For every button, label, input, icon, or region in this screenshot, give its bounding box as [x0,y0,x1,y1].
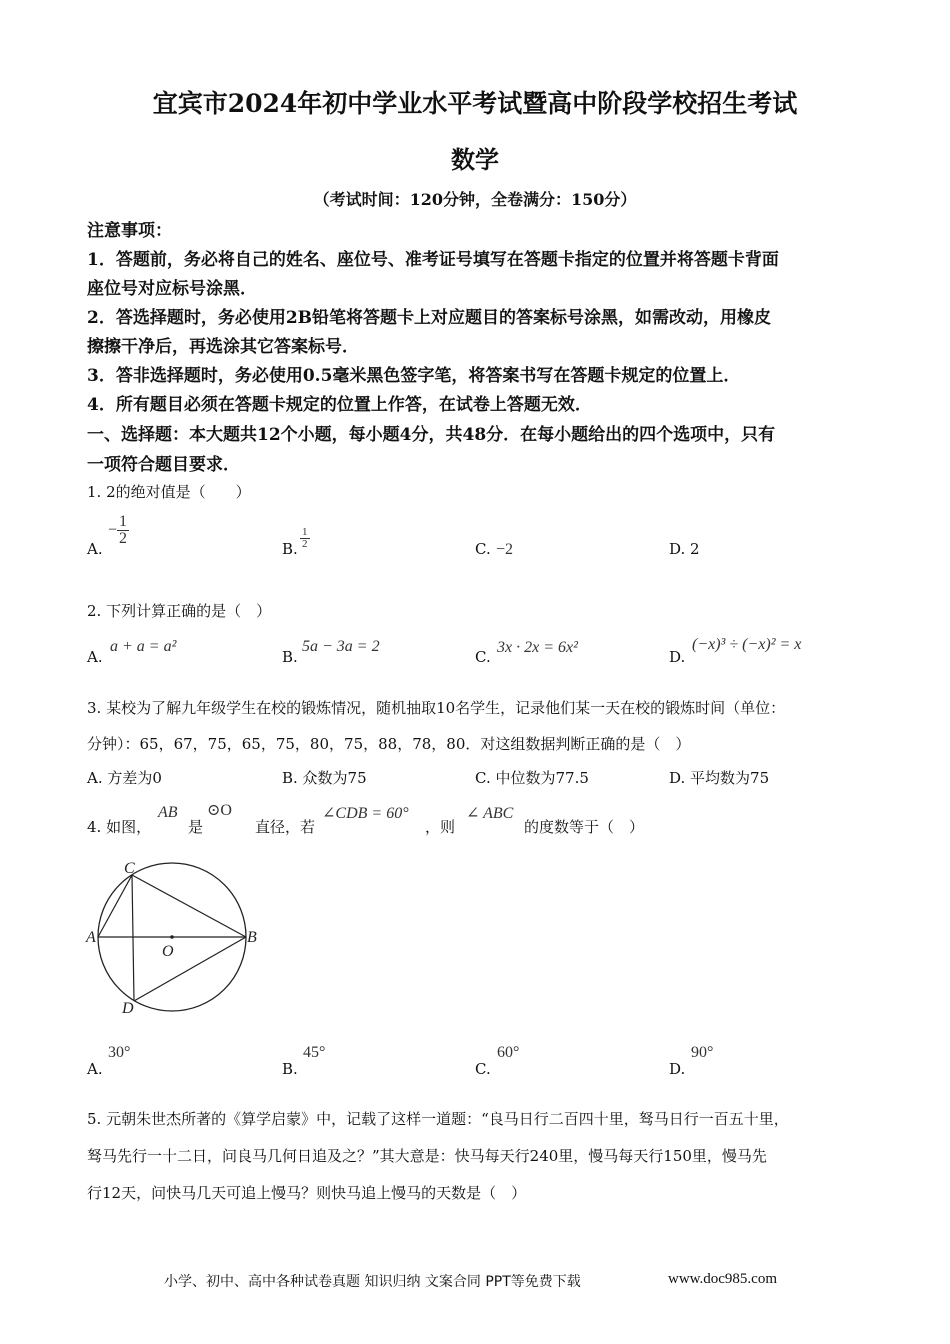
q5-stem-a: 5. 元朝朱世杰所著的《算学启蒙》中，记载了这样一道题：“良马日行二百四十里，驽马日行一百五十里， [87,1110,789,1128]
label-o: O [162,943,174,960]
q4-option-d-label: D. [669,1060,686,1078]
q2-option-a-value: a + a = a² [110,638,177,655]
q1-option-c-value: −2 [496,541,514,558]
chord-cd [132,875,134,1001]
q1-option-a-value: − $\frac{1}{2}$ [108,513,128,547]
q1-option-d-value: 2 [690,540,700,558]
q3-option-a: A. 方差为0 [87,769,162,787]
note-item-3: 3．答非选择题时，务必使用0.5毫米黑色签字笔，将答案书写在答题卡规定的位置上． [87,366,741,386]
q2-option-a-label: A. [87,648,103,666]
q2-option-b-label: B. [282,648,298,666]
subject-title: 数学 [451,145,499,174]
q4-stem-diameter: 直径，若 [255,818,316,836]
q3-option-c: C. 中位数为77.5 [475,769,589,787]
q4-option-d-value: 90° [691,1044,714,1061]
q5-stem-c: 行12天，问快马几天可追上慢马？则快马追上慢马的天数是（ ） [87,1184,527,1202]
label-b: B [247,929,257,946]
label-c: C [124,860,135,877]
q4-option-b-label: B. [282,1060,298,1078]
footer-url[interactable]: www.doc985.com [668,1271,778,1287]
label-a: A [86,929,96,946]
q3-option-d: D. 平均数为75 [669,769,770,787]
section1-heading-b: 一项符合题目要求． [87,455,240,475]
q4-stem-ab: AB [158,804,178,821]
q1-stem: 1. 2的绝对值是（ ） [87,483,251,501]
q4-circle-figure [82,855,272,1020]
q2-option-b-value: 5a − 3a = 2 [302,638,380,655]
q4-stem-suffix: 的度数等于（ ） [524,818,645,836]
exam-info: （考试时间：120分钟，全卷满分：150分） [313,190,637,209]
q1-option-c-label: C. [475,540,491,558]
notes-heading: 注意事项： [87,221,172,241]
q2-option-d-value: (−x)³ ÷ (−x)² = x [692,636,802,653]
q4-stem-angle-cdb: ∠CDB = 60° [322,805,409,822]
q5-stem-b: 驽马先行一十二日，问良马几何日追及之？”其大意是：快马每天行240里，慢马每天行150里，慢马先 [87,1147,767,1165]
q4-stem-then: ，则 [425,818,456,836]
section1-heading-a: 一、选择题：本大题共12个小题，每小题4分，共48分．在每小题给出的四个选项中，只有 [87,425,776,445]
q4-stem-angle-abc: ∠ ABC [466,805,514,822]
note-item-2a: 2．答选择题时，务必使用2B铅笔将答题卡上对应题目的答案标号涂黑，如需改动，用橡皮 [87,308,772,328]
q4-option-a-label: A. [87,1060,103,1078]
q2-option-c-value: 3x · 2x = 6x² [497,639,578,656]
q4-stem-prefix: 4. 如图， [87,818,152,836]
q4-option-c-value: 60° [497,1044,520,1061]
q2-stem: 2. 下列计算正确的是（ ） [87,602,272,620]
chord-ca [98,875,132,937]
q4-stem-circle: ⊙O [207,802,232,819]
q4-option-a-value: 30° [108,1044,131,1061]
footer-text: 小学、初中、高中各种试卷真题 知识归纳 文案合同 PPT等免费下载 [164,1274,581,1290]
chord-cb [132,875,246,937]
q1-option-a-label: A. [87,540,103,558]
note-item-4: 4．所有题目必须在答题卡规定的位置上作答，在试卷上答题无效． [87,395,592,415]
q3-stem-b: 分钟）：65，67，75，65，75，80，75，88，78，80．对这组数据判断正确的是（ ） [87,735,691,753]
q3-stem-a: 3. 某校为了解九年级学生在校的锻炼情况，随机抽取10名学生，记录他们某一天在校的锻炼时间（单位： [87,699,786,717]
q4-option-c-label: C. [475,1060,491,1078]
exam-title: 宜宾市2024年初中学业水平考试暨高中阶段学校招生考试 [152,89,798,118]
label-d: D [122,1000,134,1017]
q4-option-b-value: 45° [303,1044,326,1061]
q2-option-c-label: C. [475,648,491,666]
chord-db [134,937,246,1001]
q1-option-b-label: B. [282,540,298,558]
note-item-1b: 座位号对应标号涂黑． [87,279,257,299]
note-item-2b: 擦擦干净后，再选涂其它答案标号． [87,337,359,357]
q2-option-d-label: D. [669,648,686,666]
q3-option-b: B. 众数为75 [282,769,367,787]
center-point [170,935,174,939]
q1-option-d-label: D. [669,540,686,558]
q1-option-b-value: $\frac{1}{2}$ [302,526,308,550]
q4-stem-is: 是 [188,818,204,836]
note-item-1a: 1．答题前，务必将自己的姓名、座位号、准考证号填写在答题卡指定的位置并将答题卡背面 [87,250,779,270]
